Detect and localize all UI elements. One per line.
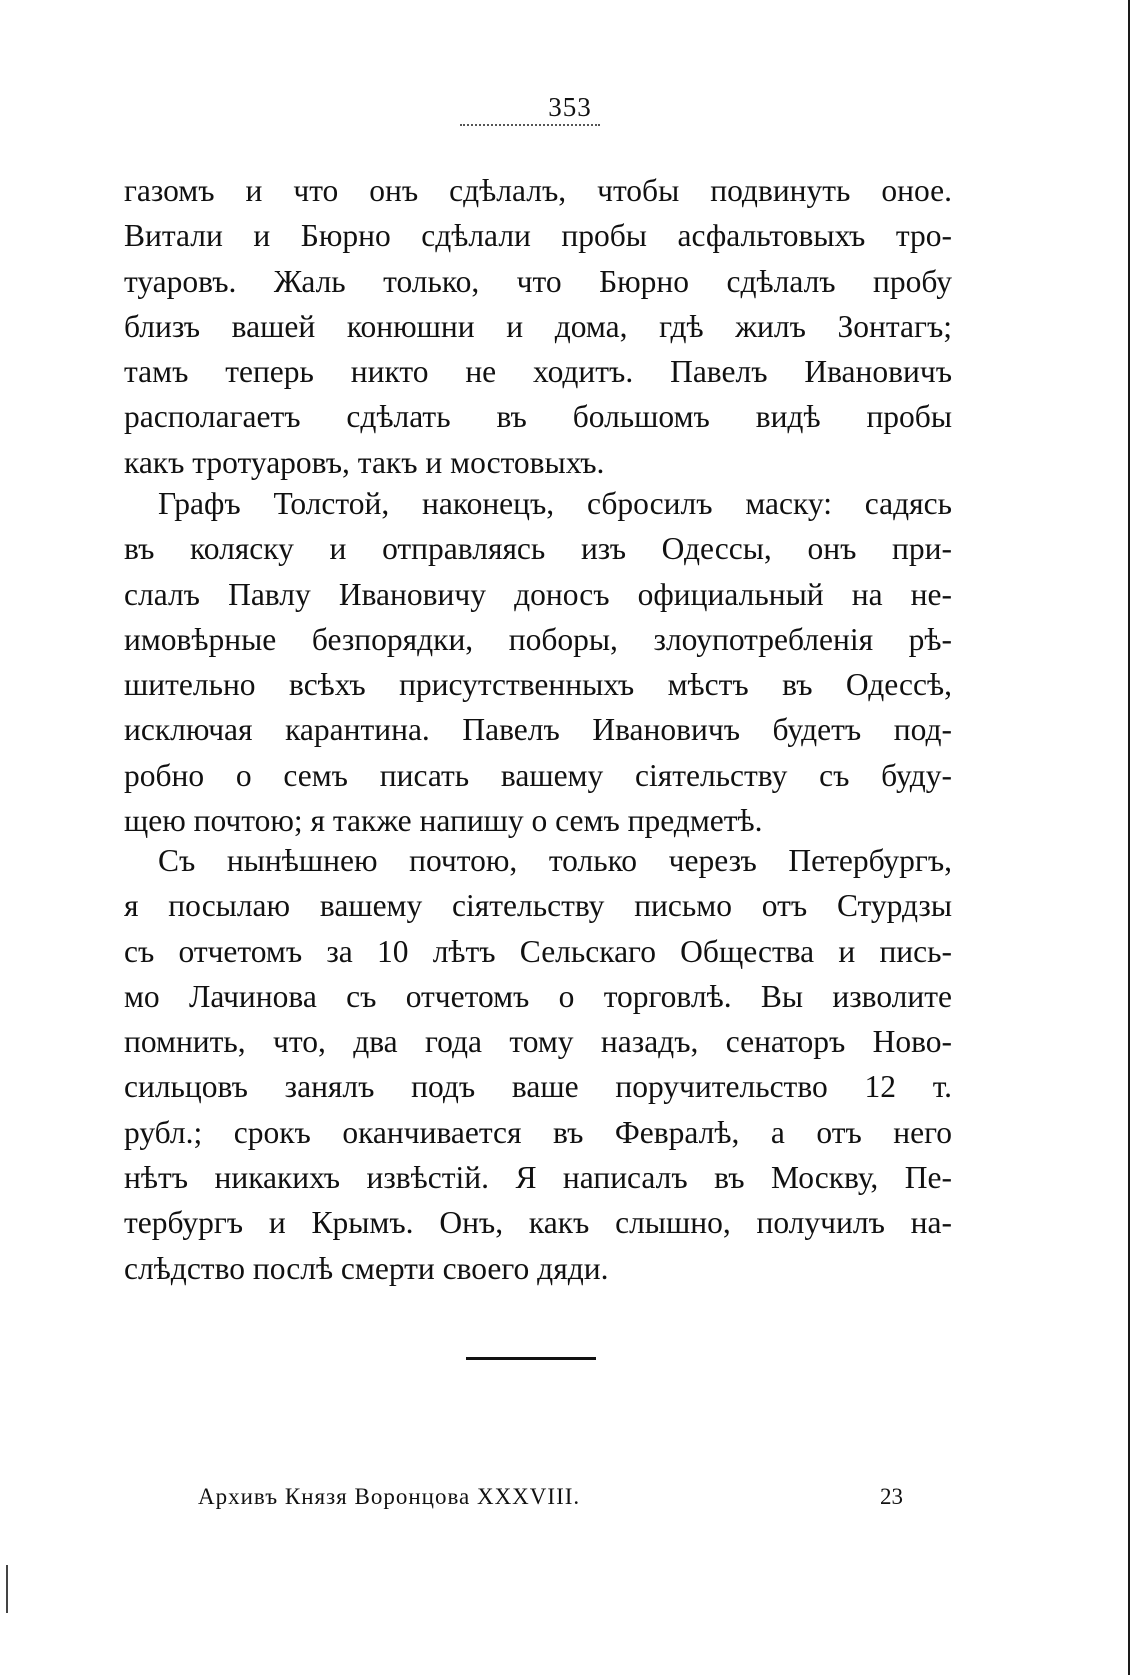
text-line: я посылаю вашему сіятельству письмо отъ Стурдзы (124, 888, 952, 924)
page-number: 353 (548, 92, 592, 122)
text-line: нѣтъ никакихъ извѣстій. Я написалъ въ Москву, Пе- (124, 1160, 952, 1196)
text-line: газомъ и что онъ сдѣлалъ, чтобы подвинуть оное. (124, 173, 952, 208)
text-line: Съ нынѣшнею почтою, только черезъ Петербургъ, (158, 843, 952, 878)
text-line: въ коляску и отправляясь изъ Одессы, онъ при- (124, 531, 952, 567)
text-line: мо Лачинова съ отчетомъ о торговлѣ. Вы изволите (124, 978, 952, 1014)
text-line: сильцовъ занялъ подъ ваше поручительство 12 т. (124, 1069, 952, 1105)
text-line: Витали и Бюрно сдѣлали пробы асфальтовыхъ тро- (124, 218, 952, 254)
paragraph-2 (124, 481, 952, 843)
text-line: тербургъ и Крымъ. Онъ, какъ слышно, получилъ на- (124, 1205, 952, 1241)
text-line: тамъ теперь никто не ходитъ. Павелъ Ивановичъ (124, 354, 952, 390)
text-line: близъ вашей конюшни и дома, гдѣ жилъ Зонтагъ; (124, 308, 952, 344)
page-number-ornament (460, 124, 600, 132)
text-line: рубл.; срокъ оканчивается въ Февралѣ, а отъ него (124, 1114, 952, 1150)
text-line: шительно всѣхъ присутственныхъ мѣстъ въ Одессѣ, (124, 667, 952, 703)
text-line: щею почтою; я также напишу о семъ предметѣ. (124, 803, 763, 839)
paragraph-1 (124, 168, 952, 485)
text-line: располагаетъ сдѣлать въ большомъ видѣ пробы (124, 399, 952, 435)
text-line: робно о семъ писать вашему сіятельству съ буду- (124, 757, 952, 793)
text-line: слѣдство послѣ смерти своего дяди. (124, 1250, 609, 1286)
page-edge-line (1128, 0, 1130, 1675)
text-line: туаровъ. Жаль только, что Бюрно сдѣлалъ пробу (124, 263, 952, 299)
paragraph-3 (124, 838, 952, 1291)
section-end-rule (466, 1357, 596, 1360)
text-line: съ отчетомъ за 10 лѣтъ Сельскаго Общества и пись- (124, 933, 952, 969)
sheet-number: 23 (880, 1484, 903, 1509)
text-line: какъ тротуаровъ, такъ и мостовыхъ. (124, 444, 605, 480)
text-line: исключая карантина. Павелъ Ивановичъ будетъ под- (124, 712, 952, 748)
text-line: Графъ Толстой, наконецъ, сбросилъ маску: садясь (158, 486, 952, 521)
text-line: имовѣрные безпорядки, поборы, злоупотребленія рѣ- (124, 621, 952, 657)
printer-signature: Архивъ Князя Воронцова XXXVIII. (198, 1484, 581, 1509)
text-line: слалъ Павлу Ивановичу доносъ официальный на не- (124, 576, 952, 612)
margin-mark (6, 1565, 8, 1613)
text-line: помнить, что, два года тому назадъ, сенаторъ Ново- (124, 1024, 952, 1060)
